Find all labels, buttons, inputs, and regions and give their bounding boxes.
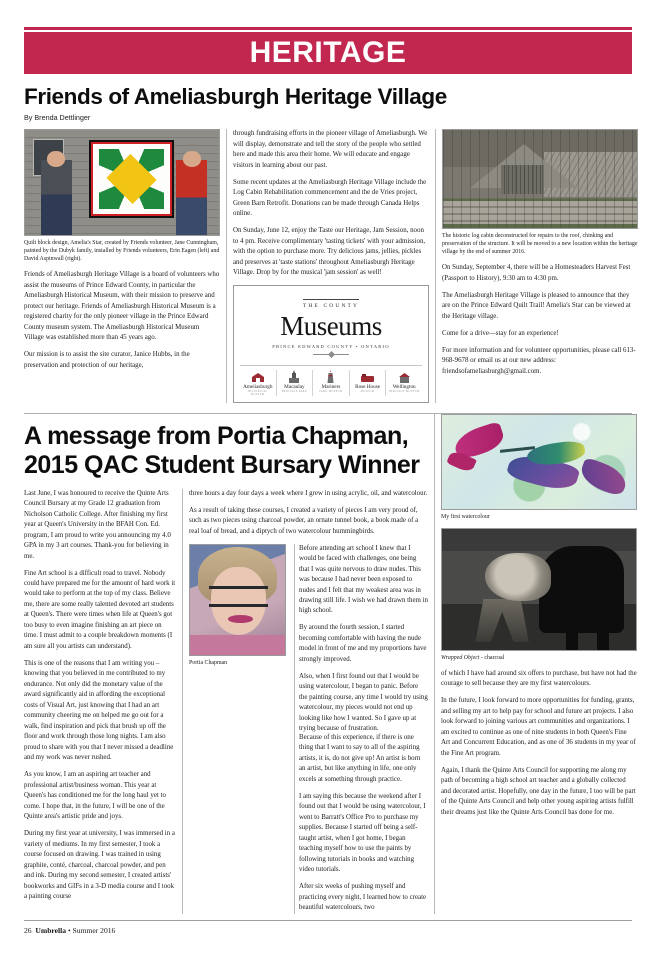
lighthouse-icon bbox=[314, 370, 348, 383]
ad-museum-tagline: MUSEUM bbox=[360, 389, 375, 393]
banner-top-rule bbox=[24, 27, 632, 30]
ad-museum-tagline: HISTORICAL MUSEUM bbox=[248, 389, 268, 396]
portia-chapman-portrait bbox=[189, 544, 286, 656]
column-divider bbox=[435, 129, 436, 402]
ad-museum-name: Mariners bbox=[321, 383, 341, 390]
ad-museum-mariners[interactable] bbox=[313, 370, 350, 396]
article2-main bbox=[24, 414, 428, 914]
article1-col2-para-1: through fundraising efforts in the pioneer village of Ameliasburgh. We will display, demonstrate and tell the story of the people who settled here and made this area their home. We will educate and engage visitors in learning about our past. bbox=[233, 130, 428, 169]
log-cabin-photo bbox=[442, 129, 638, 229]
article2-col3-para-2: By around the fourth session, I started becoming comfortable with having the nude model in front of me and my proportions have strongly improved. bbox=[299, 624, 427, 663]
footer-separator: • bbox=[66, 925, 73, 935]
article2-text-columns bbox=[24, 489, 428, 914]
portia-photo-block bbox=[189, 544, 294, 735]
ad-museum-macaulay[interactable] bbox=[277, 370, 314, 396]
article1-col1-para-1: Friends of Ameliasburgh Heritage Village is a board of volunteers who assist the museums of Prince Edward County, in particular the Ameliasburgh Historical Museum, with their mission to preserve and protect our heritage. Friends of Ameliasburgh Historical Museum is a registered charity for the only pioneer village in the Prince Edward County museum system. The Ameliasburgh Historical Museum Village was established more than 45 years ago. bbox=[24, 271, 220, 342]
volunteer-left bbox=[41, 160, 72, 236]
masthead bbox=[24, 0, 632, 74]
charcoal-title: Wrapped Object bbox=[441, 654, 480, 661]
ad-museum-rose-house[interactable] bbox=[350, 370, 387, 396]
article2-col2-para-2: As a result of taking these courses, I created a variety of pieces I am very proud of, such as two pieces using charcoal powder, an ornate tunnel book, a book made of a real loaf of bread, and a diptych of two watercolour hummingbirds. bbox=[189, 506, 419, 535]
article1-col3-para-3: Come for a drive—stay for an experience! bbox=[442, 329, 559, 337]
bird-photo-caption: My first watercolour bbox=[441, 513, 490, 520]
article2-col3-para-3: Also, when I first found out that I would be using watercolour, I began to panic. Before the painting course, any time I would try using watercolour, my pieces would not end up looking like how I wanted. So I gave up at trying because of frustration. bbox=[299, 672, 428, 733]
article2-col1-para-4: As you know, I am an aspiring art teacher and professional artist/business woman. This year at Queen's has conditioned me for the long haul yet to come. I hope that, in the future, I will be one of the Quinte area's artistic pride and joys. bbox=[24, 771, 166, 821]
article2-col4-para-2: In the future, I look forward to more opportunities for funding, grants, and selling my art to help pay for school and future art projects. I also look forward to joining various art communities and organizations. I am excited to continue as one of nine students in both Queen's Fine Art and Concurrent Education, and as one of 36 students in my year of the Fine Art program. bbox=[441, 697, 636, 757]
article2-column-3-cont bbox=[294, 733, 428, 914]
hummingbird-watercolour bbox=[441, 414, 637, 510]
article2-inset-row bbox=[189, 544, 428, 735]
column-divider bbox=[434, 414, 435, 914]
article1-columns bbox=[24, 129, 638, 402]
ad-flourish-ornament bbox=[313, 354, 349, 361]
charcoal-photo-caption bbox=[441, 654, 637, 662]
ad-museum-wellington[interactable] bbox=[386, 370, 422, 396]
article2-col3-para-4: Because of this experience, if there is one thing that I want to say to all of the aspiring artists, it is, do not give up! An artist is born an artist, but like anything in life, one only excels at something through practice. bbox=[299, 733, 421, 783]
article2-col4-para-1: of which I have had around six offers to purchase, but have not had the courage to sell because they are my first watercolours. bbox=[441, 669, 637, 688]
article2-col2-para-1: three hours a day four days a week where I grew in using acrylic, oil, and watercolour. bbox=[189, 489, 428, 497]
footer-rule bbox=[24, 920, 632, 921]
ad-museum-name: Wellington bbox=[392, 383, 416, 390]
article2-col4-para-3: Again, I thank the Quinte Arts Council for supporting me along my path of becoming a high school art teacher and a globally collected and decorated artist. Hopefully, one day in the future, I too will be part of the Quinte Arts Council and help other young aspiring artists fulfill their dreams just like the Quinte Arts Council has done for me. bbox=[441, 766, 636, 816]
article1-col3-para-1: On Sunday, September 4, there will be a Homesteaders Harvest Fest (Passport to History), 9:30 am to 4:30 pm. bbox=[442, 264, 631, 282]
article2-col1-para-5: During my first year at university, I was immersed in a variety of mediums. In my first semester, I took a course focused on drawing. I was trained in using graphite, conté, charcoal, charcoal powder, and pen and ink. During my second semester, I created artists' bookworks and GIFs in a 3-D media course and I took a painting course bbox=[24, 830, 175, 901]
article2-column-1 bbox=[24, 489, 176, 914]
ad-museum-tagline: HERITAGE MUSEUM bbox=[388, 389, 420, 393]
article2-col3-para-1: Before attending art school I knew that I would be faced with challenges, one being that I was quite nervous to draw nudes. This was because I had never been exposed to nudes and I felt that my weakest area was in drawing still life. I wish we had drawn them in high school. bbox=[299, 544, 428, 615]
article1-col1-para-2: Our mission is to assist the site curator, Janice Hubbs, in the preservation and protection of our heritage, bbox=[24, 351, 190, 369]
county-museums-ad[interactable] bbox=[233, 285, 429, 403]
ad-museum-name: Macaulay bbox=[284, 383, 305, 390]
article1-column-2 bbox=[233, 129, 429, 402]
building-icon bbox=[387, 370, 421, 383]
ad-museum-name: Rose House bbox=[355, 383, 381, 390]
article2-headline-line2: 2015 QAC Student Bursary Winner bbox=[24, 451, 420, 480]
ad-kicker: THE COUNTY bbox=[303, 299, 359, 309]
article1-byline: By Brenda Dettlinger bbox=[24, 113, 91, 123]
article2-col1-para-1: Last June, I was honoured to receive the Quinte Arts Council Bursary at my Grade 12 graduation from Nicholson Catholic College. After finishing my first year at Queen's University in the BFAH Con. Ed. program, I am proud to write you announcing my 4.0 GPA in my 3 art courses. Thank-you for believing in me. bbox=[24, 489, 171, 560]
page-footer bbox=[24, 926, 632, 935]
footer-issue: Summer 2016 bbox=[72, 925, 116, 935]
barn-icon bbox=[241, 370, 275, 383]
article2-col3-para-5: I am saying this because the weekend after I found out that I would be using watercolour, I went to Barratt's Office Pro to purchase my supplies. Because I started off being a self-taught artist, when I got home, I began teaching myself how to use the paints by following tutorials in books and watching video tutorials. bbox=[299, 792, 426, 874]
article2-col3-para-6: After six weeks of pushing myself and practicing every night, I learned how to create beautiful watercolours, two bbox=[299, 883, 427, 912]
cabin-photo-caption: The historic log cabin deconstructed for repairs to the roof, chinking and preservation of the structure. It will be moved to a new location within the heritage village by the end of summer 2016. bbox=[442, 233, 638, 256]
volunteer-right bbox=[176, 160, 207, 236]
ad-wordmark: Museums bbox=[280, 311, 382, 342]
column-divider bbox=[182, 489, 183, 914]
footer-page-number: 26 bbox=[24, 925, 32, 935]
article2-headline-line1: A message from Portia Chapman, bbox=[24, 421, 409, 450]
ad-museum-ameliasburgh[interactable] bbox=[240, 370, 277, 396]
wrapped-object-charcoal bbox=[441, 528, 637, 651]
column-divider bbox=[226, 129, 227, 402]
article1-col2-para-3: On Sunday, June 12, enjoy the Taste our Heritage, Jam Session, noon to 4 pm. Receive complimentary 'tasting tickets' with your admission, with the option to purchase more. Try delicious jams, jellies, pickles and preserves at 'taste stations' throughout Ameliasburgh Heritage Village. Drop by for the musical 'jam session' as well! bbox=[233, 227, 426, 277]
ad-museum-name: Ameliasburgh bbox=[243, 383, 273, 390]
section-title: HERITAGE bbox=[249, 36, 407, 69]
section-banner bbox=[24, 32, 632, 74]
article2-column-3 bbox=[294, 544, 428, 735]
article2-col1-para-2: Fine Art school is a difficult road to travel. Nobody could have prepared me for the amount of hard work it would take to perform at the top of my class. Believe me, there are some really talented devoted art students at Queen's. There were times when life at Queen's got too busy to even imagine finishing an art piece on time. I must admit to a couple breakdown moments (I am sure all you artists can understand). bbox=[24, 569, 176, 650]
quilt-block-art bbox=[89, 140, 174, 219]
house-icon bbox=[351, 370, 385, 383]
church-icon bbox=[278, 370, 312, 383]
article1-column-3 bbox=[442, 129, 638, 402]
article2-col1-para-3: This is one of the reasons that I am writing you – knowing that you believed in me contributed to my endurance. Not only did the monetary value of the award significantly aid in affording the exceptional costs of Visual Art, just knowing that I had an art community cheering me on helped me go out for a walk, find inspiration and pick that brush up off the floor and work through those long nights. I am also proud to share with you that I never missed a deadline and my work was never rushed. bbox=[24, 659, 174, 762]
article1-headline: Friends of Ameliasburgh Heritage Village bbox=[24, 84, 447, 109]
article1-col3-para-4: For more information and for volunteer opportunities, please call 613-968-9678 or email us at our new address: friendsofameliasburgh@gmail.com. bbox=[442, 346, 636, 375]
article2-column-4 bbox=[441, 414, 637, 914]
charcoal-medium: - charcoal bbox=[479, 654, 505, 661]
article2-wrapper bbox=[24, 414, 637, 914]
ad-subtitle: PRINCE EDWARD COUNTY • ONTARIO bbox=[272, 343, 390, 349]
quilt-block-photo bbox=[24, 129, 220, 236]
footer-publication: Umbrella bbox=[35, 925, 67, 935]
portia-photo-caption: Portia Chapman bbox=[189, 659, 228, 666]
article2-column-2 bbox=[189, 489, 428, 914]
article1-column-1 bbox=[24, 129, 220, 402]
article1-col2-para-2: Some recent updates at the Ameliasburgh Heritage Village include the Log Cabin Rehabilitation commencement and the de Vries project, Green Barn Retrofit. Donations can be made through Canada Helps online. bbox=[233, 178, 427, 218]
ad-museum-tagline: PARK MUSEUM bbox=[319, 389, 343, 393]
quilt-photo-caption: Quilt block design, Amelia's Star, created by Friends volunteer, Jane Cunningham, painted by the Dubyk family, installed by Friends volunteers, Erin Eagen (left) and David Aspinwall (right). bbox=[24, 240, 220, 263]
ad-museum-tagline: HERITAGE PARK bbox=[281, 389, 308, 393]
article1-col3-para-2: The Ameliasburgh Heritage Village is pleased to announce that they are on the Prince Edward Quilt Trail! Amelia's Star can be viewed at the Heritage village. bbox=[442, 291, 631, 320]
ad-museum-list bbox=[240, 365, 422, 396]
